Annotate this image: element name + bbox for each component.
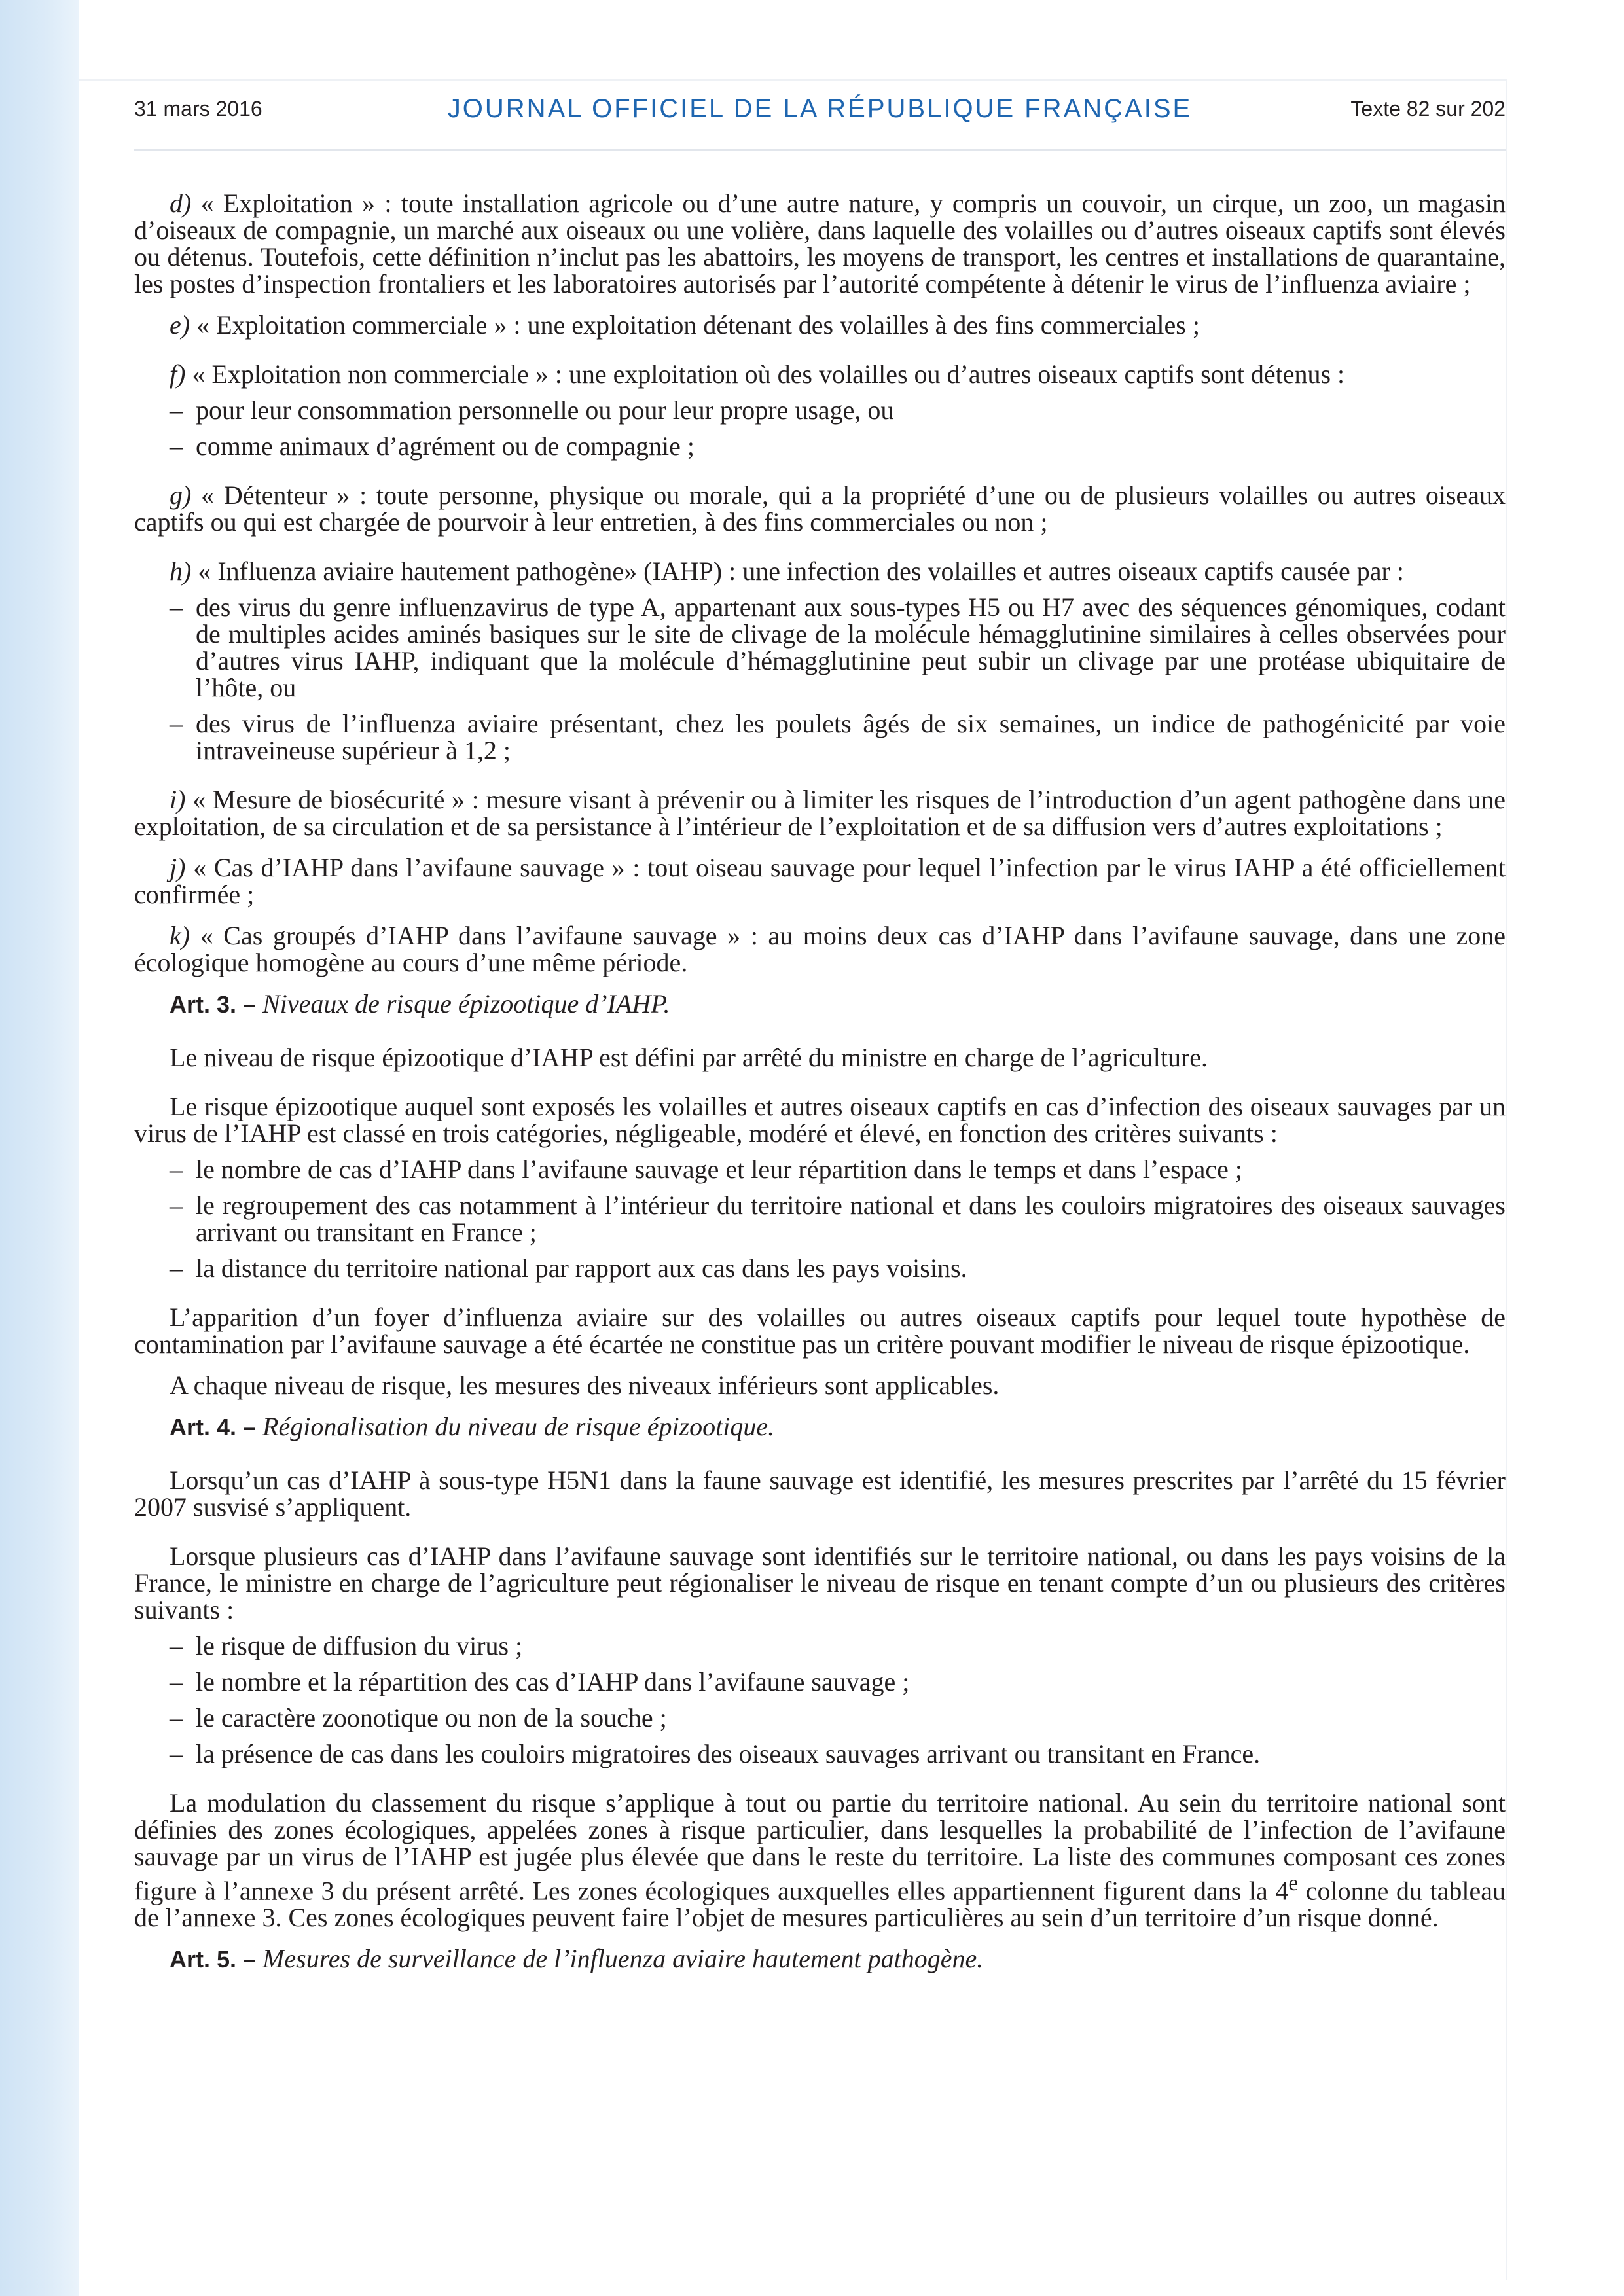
paragraph: Le risque épizootique auquel sont exposés les volailles et autres oiseaux captifs en cas d’infection des oiseaux sauvages par un virus de l’IAHP est classé en trois catégories, négligeable, modéré et élevé, en fonction des critères suivants : [134,1092,1506,1148]
list-item [134,1255,1506,1282]
list-item-text: des virus de l’influenza aviaire présentant, chez les poulets âgés de six semaines, un indice de pathogénicité par voie intraveineuse supérieur à 1,2 ; [196,709,1506,765]
list-item [134,594,1506,701]
paragraph [134,1789,1506,1931]
definition-text: « Influenza aviaire hautement pathogène» (IAHP) : une infection des volailles et autres oiseaux captifs causée par : [191,556,1404,586]
paragraph-text: La modulation du classement du risque s’applique à tout ou partie du territoire national. Au sein du territoire national sont définies des zones écologiques, appelées zones à risque particulier, dans lesquelles la probabilité de l’infection de l’avifaune sauvage par un virus de l’IAHP est jugée plus élevée que dans le reste du territoire. La liste des communes composant ces zones figure à l’annexe 3 du présent arrêté. Les zones écologiques auxquelles elles appartiennent figurent dans la 4 [134,1788,1506,1906]
definition-label: f) [170,359,186,389]
superscript: e [1288,1871,1299,1895]
list-item [134,1668,1506,1695]
dash-bullet: – [170,395,183,425]
article-label: Art. 3. – [170,991,257,1018]
paragraph: L’apparition d’un foyer d’influenza aviaire sur des volailles ou autres oiseaux captifs pour lequel toute hypothèse de contamination par l’avifaune sauvage a été écartée ne constitue pas un critère pouvant modifier le niveau de risque épizootique. [134,1302,1506,1359]
list-item-text: le nombre et la répartition des cas d’IAHP dans l’avifaune sauvage ; [196,1667,910,1696]
dash-bullet: – [170,1191,183,1220]
list-item-text: pour leur consommation personnelle ou pour leur propre usage, ou [196,395,894,425]
dash-bullet: – [170,431,183,461]
definition-j [134,854,1506,908]
header-date: 31 mars 2016 [134,97,262,120]
list-item-text: le nombre de cas d’IAHP dans l’avifaune sauvage et leur répartition dans le temps et dans l’espace ; [196,1155,1243,1184]
list-item [134,397,1506,423]
list-item [134,1156,1506,1183]
dash-bullet: – [170,1739,183,1768]
list-item-text: des virus du genre influenzavirus de type A, appartenant aux sous-types H5 ou H7 avec des séquences génomiques, codant de multiples acides aminés basiques sur le site de clivage de la molécule hémagglutinine similaires à celles observées pour d’autres virus IAHP, indiquant que la molécule d’hémagglutinine peut subir un clivage par une protéase ubiquitaire de l’hôte, ou [196,592,1506,702]
list-item-text: comme animaux d’agrément ou de compagnie ; [196,431,695,461]
dash-bullet: – [170,709,183,738]
definition-label: g) [170,480,192,510]
definition-label: k) [170,921,190,950]
page-header [134,90,1506,149]
article-title: Mesures de surveillance de l’influenza aviaire hautement pathogène. [262,1944,984,1974]
article-title: Régionalisation du niveau de risque épizootique. [262,1412,775,1441]
definition-k [134,922,1506,976]
dash-bullet: – [170,1631,183,1660]
paragraph: A chaque niveau de risque, les mesures des niveaux inférieurs sont applicables. [170,1371,1000,1400]
definition-text: « Exploitation » : toute installation agricole ou d’une autre nature, y compris un couvoir, un cirque, un zoo, un magasin d’oiseaux de compagnie, un marché aux oiseaux ou une volière, dans laquelle des volailles ou d’autres oiseaux captifs sont élevés ou détenus. Toutefois, cette définition n’inclut pas les abattoirs, les moyens de transport, les centres et installations de quarantaine, les postes d’inspection frontaliers et les laboratoires autorisés par l’autorité compétente à détenir le virus de l’influenza aviaire ; [134,188,1506,298]
definition-text: « Cas d’IAHP dans l’avifaune sauvage » : tout oiseau sauvage pour lequel l’infection par le virus IAHP a été officiellement confirmée ; [134,853,1506,909]
list-item [134,1192,1506,1246]
definition-label: e) [170,310,190,340]
definition-d [134,190,1506,297]
definition-e [134,312,1506,338]
dash-bullet: – [170,592,183,622]
article-label: Art. 4. – [170,1414,257,1441]
definition-label: d) [170,188,192,218]
document-body [134,190,1506,1999]
definition-i [134,786,1506,840]
paragraph: Lorsque plusieurs cas d’IAHP dans l’avifaune sauvage sont identifiés sur le territoire national, ou dans les pays voisins de la France, le ministre en charge de l’agriculture peut régionaliser le niveau de risque en tenant compte d’un ou plusieurs des critères suivants : [134,1541,1506,1624]
page-margin-band [0,0,79,2296]
paragraph-text: colonne du tableau de l’annexe 3. Ces zones écologiques peuvent faire l’objet de mesures particulières au sein d’un territoire d’un risque donné. [134,1876,1506,1933]
article-title: Niveaux de risque épizootique d’IAHP. [262,989,670,1018]
list-item [134,710,1506,764]
definition-g [134,482,1506,535]
paragraph: Le niveau de risque épizootique d’IAHP est défini par arrêté du ministre en charge de l’agriculture. [170,1043,1208,1072]
header-journal-title: JOURNAL OFFICIEL DE LA RÉPUBLIQUE FRANÇAISE [447,94,1193,123]
definition-label: h) [170,556,192,586]
list-item-text: le regroupement des cas notamment à l’intérieur du territoire national et dans les couloirs migratoires des oiseaux sauvages arrivant ou transitant en France ; [196,1191,1506,1247]
dash-bullet: – [170,1253,183,1283]
header-text-number: Texte 82 sur 202 [1350,97,1506,120]
definition-text: « Mesure de biosécurité » : mesure visant à prévenir ou à limiter les risques de l’introduction d’un agent pathogène dans une exploitation, de sa circulation et de sa persistance à l’intérieur de l’exploitation et de sa diffusion vers d’autres exploitations ; [134,785,1506,841]
paragraph: Lorsqu’un cas d’IAHP à sous-type H5N1 dans la faune sauvage est identifié, les mesures prescrites par l’arrêté du 15 février 2007 susvisé s’appliquent. [134,1465,1506,1522]
article-4-heading [134,1413,1506,1441]
definition-text: « Exploitation non commerciale » : une exploitation où des volailles ou d’autres oiseaux captifs sont détenus : [185,359,1345,389]
list-item-text: la présence de cas dans les couloirs migratoires des oiseaux sauvages arrivant ou transitant en France. [196,1739,1261,1768]
list-item-text: le risque de diffusion du virus ; [196,1631,523,1660]
header-divider [134,149,1506,151]
article-5-heading [134,1945,1506,1973]
definition-text: « Cas groupés d’IAHP dans l’avifaune sauvage » : au moins deux cas d’IAHP dans l’avifaune sauvage, dans une zone écologique homogène au cours d’une même période. [134,921,1506,977]
dash-bullet: – [170,1155,183,1184]
list-item-text: le caractère zoonotique ou non de la souche ; [196,1703,667,1732]
definition-f [134,361,1506,387]
list-item [134,1632,1506,1659]
dash-bullet: – [170,1703,183,1732]
article-3-heading [134,990,1506,1018]
list-item-text: la distance du territoire national par rapport aux cas dans les pays voisins. [196,1253,967,1283]
definition-text: « Détenteur » : toute personne, physique ou morale, qui a la propriété d’une ou de plusieurs volailles ou autres oiseaux captifs ou qui est chargée de pourvoir à leur entretien, à des fins commerciales ou non ; [134,480,1506,537]
list-item [134,1740,1506,1767]
article-label: Art. 5. – [170,1946,257,1973]
definition-label: i) [170,785,186,814]
definition-h [134,558,1506,584]
list-item [134,433,1506,459]
list-item [134,1704,1506,1731]
dash-bullet: – [170,1667,183,1696]
definition-label: j) [170,853,186,882]
definition-text: « Exploitation commerciale » : une exploitation détenant des volailles à des fins commerciales ; [190,310,1200,340]
